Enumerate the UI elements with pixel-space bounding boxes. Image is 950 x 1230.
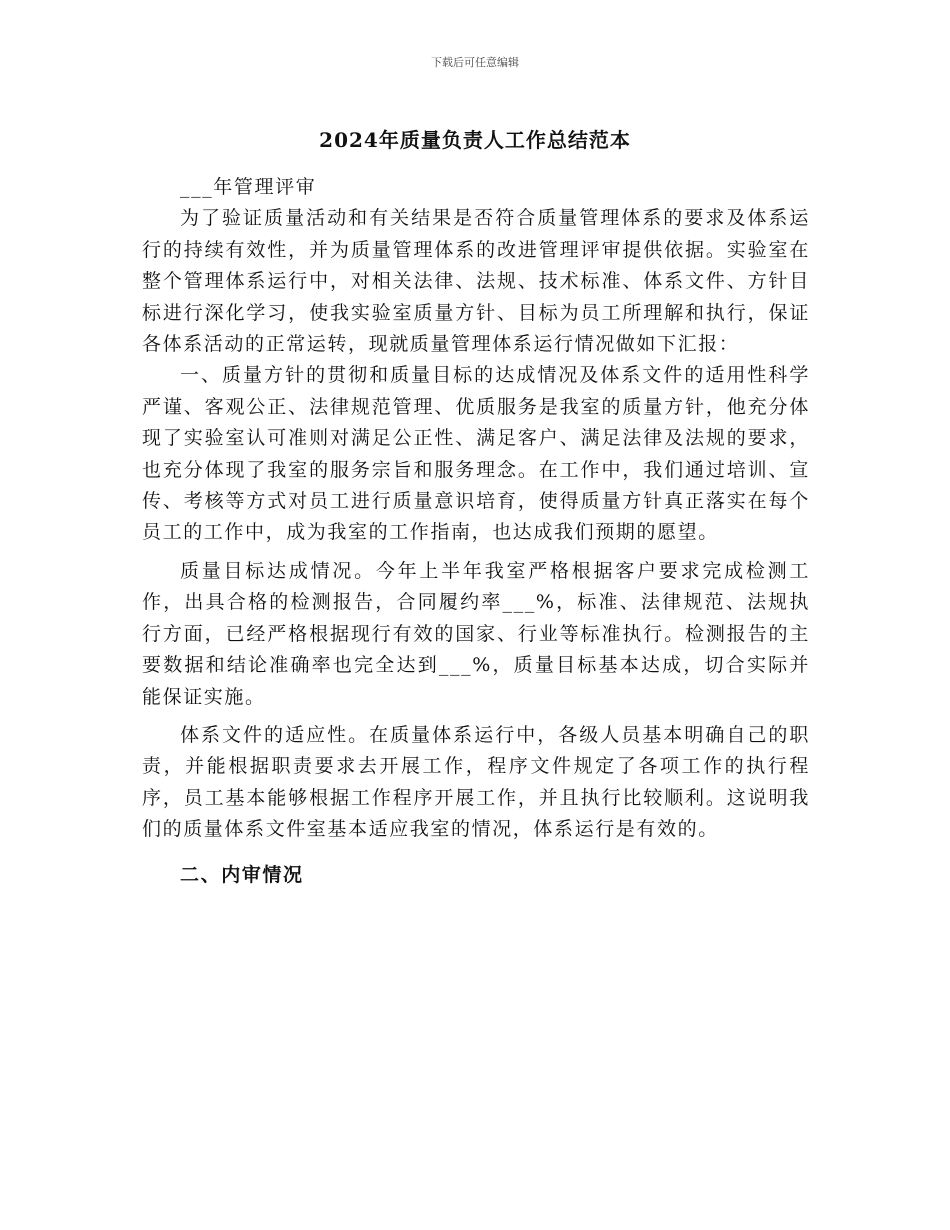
paragraph-intro: 为了验证质量活动和有关结果是否符合质量管理体系的要求及体系运行的持续有效性，并为质量管理体系的改进管理评审提供依据。实验室在整个管理体系运行中，对相关法律、法规、技术标准、体系文件、方针目标进行深化学习，使我实验室质量方针、目标为员工所理解和执行，保证各体系活动的正常运转，现就质量管理体系运行情况做如下汇报： — [142, 207, 810, 356]
paragraph-system-documents: 体系文件的适应性。在质量体系运行中，各级人员基本明确自己的职责，并能根据职责要求去开展工作，程序文件规定了各项工作的执行程序，员工基本能够根据工作程序开展工作，并且执行比较顺利。这说明我们的质量体系文件室基本适应我室的情况，体系运行是有效的。 — [142, 723, 810, 841]
paragraph-review-year: ___年管理评审 — [180, 176, 317, 198]
paragraph-quality-objectives: 质量目标达成情况。今年上半年我室严格根据客户要求完成检测工作，出具合格的检测报告，合同履约率___%，标准、法律规范、法规执行方面，已经严格根据现行有效的国家、行业等标准执行。检测报告的主要数据和结论准确率也完全达到___%，质量目标基本达成，切合实际并能保证实施。 — [142, 559, 810, 708]
section-heading-internal-audit: 二、内审情况 — [180, 863, 304, 886]
document-body — [142, 172, 810, 891]
header-note: 下载后可任意编辑 — [431, 56, 519, 69]
paragraph-quality-policy: 一、质量方针的贯彻和质量目标的达成情况及体系文件的适用性科学严谨、客观公正、法律规范管理、优质服务是我室的质量方针，他充分体现了实验室认可准则对满足公正性、满足客户、满足法律及法规的要求，也充分体现了我室的服务宗旨和服务理念。在工作中，我们通过培训、宣传、考核等方式对员工进行质量意识培育，使得质量方针真正落实在每个员工的工作中，成为我室的工作指南，也达成我们预期的愿望。 — [142, 364, 810, 544]
document-title: 2024年质量负责人工作总结范本 — [319, 128, 631, 152]
